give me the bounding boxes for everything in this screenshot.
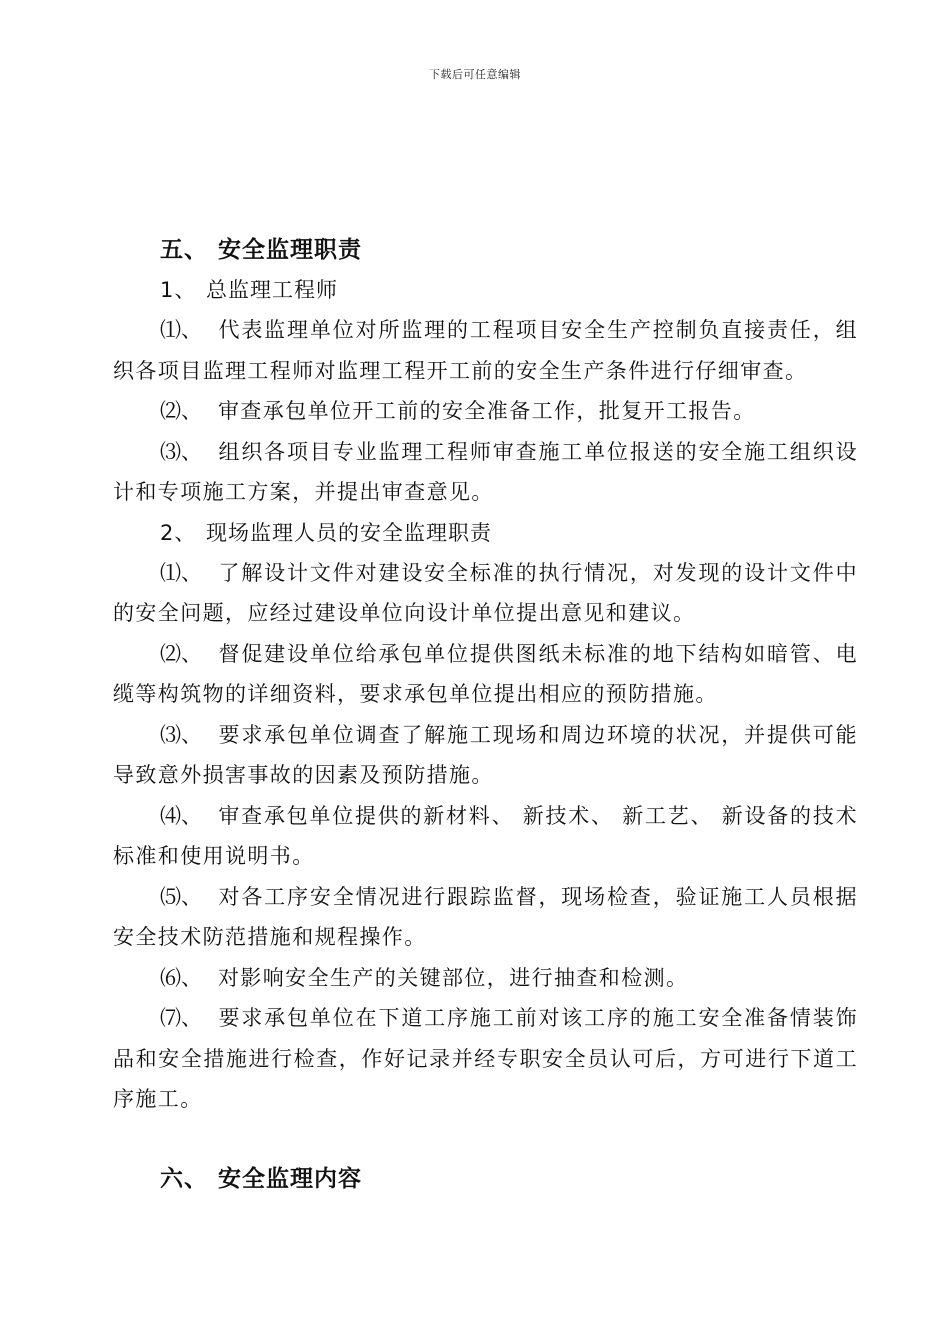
item-number: ⑴、 <box>160 318 202 342</box>
section-number: 六、 <box>160 1165 208 1192</box>
item-text: 审查承包单位提供的新材料、 新技术、 新工艺、 新设备的技术标准和使用说明书。 <box>113 803 858 868</box>
list-item <box>113 310 858 391</box>
section-title: 安全监理职责 <box>218 237 362 263</box>
subsection-number: 2、 <box>160 520 197 545</box>
item-number: ⑴、 <box>160 560 202 585</box>
list-item <box>113 958 858 999</box>
item-text: 对影响安全生产的关键部位，进行抽查和检测。 <box>218 965 689 990</box>
item-number: ⑶、 <box>160 722 202 747</box>
section-title: 安全监理内容 <box>218 1165 362 1192</box>
item-text: 组织各项目专业监理工程师审查施工单位报送的安全施工组织设计和专项施工方案，并提出审查意见。 <box>113 439 858 504</box>
item-number: ⑸、 <box>160 884 202 909</box>
list-item <box>113 432 858 513</box>
list-item <box>113 796 858 877</box>
item-text: 对各工序安全情况进行跟踪监督，现场检查，验证施工人员根据安全技术防范措施和规程操作。 <box>113 884 858 949</box>
list-item <box>113 634 858 715</box>
item-number: ⑷、 <box>160 803 202 828</box>
page-header: 下载后可任意编辑 <box>429 68 521 81</box>
item-number: ⑵、 <box>160 399 202 423</box>
item-text: 要求承包单位在下道工序施工前对该工序的施工安全准备情装饰品和安全措施进行检查，作好记录并经专职安全员认可后，方可进行下道工序施工。 <box>113 1006 858 1111</box>
subsection-title: 现场监理人员的安全监理职责 <box>206 520 492 545</box>
section-heading <box>113 1159 858 1199</box>
section-number: 五、 <box>160 237 208 263</box>
subsection-number: 1、 <box>160 278 197 302</box>
subsection-heading <box>113 513 858 553</box>
item-text: 督促建设单位给承包单位提供图纸未标准的地下结构如暗管、电缆等构筑物的详细资料，要求承包单位提出相应的预防措施。 <box>113 641 858 706</box>
list-item <box>113 391 858 432</box>
item-text: 审查承包单位开工前的安全准备工作，批复开工报告。 <box>218 399 756 423</box>
list-item <box>113 877 858 958</box>
list-item <box>113 715 858 796</box>
item-number: ⑹、 <box>160 965 202 990</box>
item-number: ⑶、 <box>160 439 202 464</box>
section-heading <box>113 230 858 270</box>
item-text: 了解设计文件对建设安全标准的执行情况，对发现的设计文件中的安全问题，应经过建设单位向设计单位提出意见和建议。 <box>113 560 858 625</box>
item-text: 要求承包单位调查了解施工现场和周边环境的状况，并提供可能导致意外损害事故的因素及预防措施。 <box>113 722 858 787</box>
subsection-title: 总监理工程师 <box>206 278 338 302</box>
item-number: ⑺、 <box>160 1006 202 1030</box>
document-body <box>113 230 858 1199</box>
item-text: 代表监理单位对所监理的工程项目安全生产控制负直接责任，组织各项目监理工程师对监理工程开工前的安全生产条件进行仔细审查。 <box>113 318 858 383</box>
list-item <box>113 553 858 634</box>
list-item <box>113 998 858 1120</box>
item-number: ⑵、 <box>160 641 202 666</box>
subsection-heading <box>113 270 858 310</box>
